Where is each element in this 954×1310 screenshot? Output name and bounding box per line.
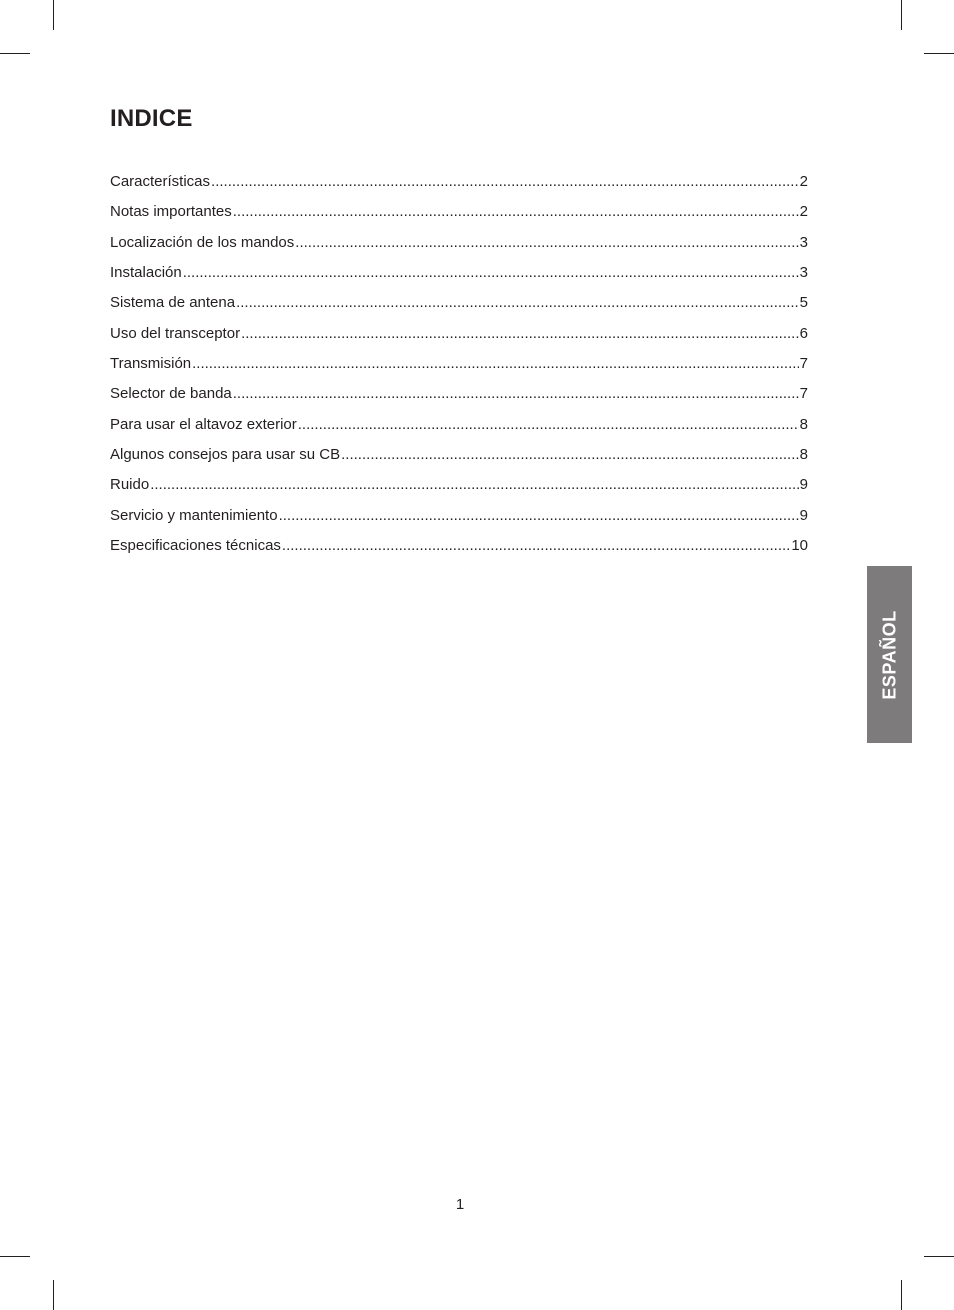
toc-dot-leader [183, 263, 799, 283]
toc-entry-label: Notas importantes [110, 203, 232, 221]
toc-entry-label: Algunos consejos para usar su CB [110, 445, 341, 463]
toc-entry-page: 3 [799, 233, 808, 251]
toc-entry-label: Características [110, 173, 211, 190]
toc-dot-leader [241, 324, 799, 344]
language-tab-label: ESPAÑOL [879, 609, 899, 700]
page-title: INDICE [110, 105, 193, 132]
page-number: 1 [455, 1196, 465, 1213]
toc-entry-page: 9 [799, 476, 808, 494]
toc-dot-leader [282, 536, 790, 556]
toc-entry-page: 8 [799, 415, 808, 433]
crop-mark-bottom-left-horizontal [0, 1256, 30, 1257]
toc-entry-page: 3 [799, 263, 808, 281]
toc-entry[interactable] [110, 445, 808, 475]
toc-entry-label: Para usar el altavoz exterior [110, 415, 297, 433]
toc-entry[interactable] [110, 475, 808, 505]
toc-entry-label: Instalación [110, 263, 182, 281]
crop-mark-top-right-horizontal [924, 53, 954, 54]
toc-entry-label: Selector de banda [110, 385, 232, 403]
toc-dot-leader [233, 384, 799, 404]
table-of-contents [110, 172, 808, 566]
toc-entry-label: Especificaciones técnicas [110, 536, 281, 554]
toc-dot-leader [295, 233, 798, 253]
toc-entry-page: 7 [799, 354, 808, 372]
toc-entry-page: 5 [799, 294, 808, 312]
toc-dot-leader [279, 506, 799, 526]
toc-entry[interactable] [110, 415, 808, 445]
crop-mark-bottom-right-vertical [901, 1280, 902, 1310]
toc-entry[interactable] [110, 233, 808, 263]
toc-dot-leader [211, 172, 799, 192]
toc-dot-leader [192, 354, 799, 374]
toc-dot-leader [341, 445, 799, 465]
toc-entry-page: 8 [799, 445, 808, 463]
toc-dot-leader [236, 293, 799, 313]
toc-entry[interactable] [110, 293, 808, 323]
toc-entry[interactable] [110, 354, 808, 384]
crop-mark-bottom-left-vertical [53, 1280, 54, 1310]
toc-entry-page: 9 [799, 506, 808, 524]
toc-entry[interactable] [110, 536, 808, 566]
toc-entry[interactable] [110, 202, 808, 232]
crop-mark-top-right-vertical [901, 0, 902, 30]
toc-dot-leader [150, 475, 798, 495]
toc-entry-label: Servicio y mantenimiento [110, 506, 278, 524]
toc-dot-leader [233, 202, 799, 222]
crop-mark-bottom-right-horizontal [924, 1256, 954, 1257]
toc-entry-page: 2 [799, 203, 808, 221]
toc-entry-page: 2 [799, 173, 808, 190]
toc-entry[interactable] [110, 324, 808, 354]
toc-entry[interactable] [110, 172, 808, 202]
toc-entry-page: 10 [791, 536, 808, 554]
toc-entry-label: Uso del transceptor [110, 324, 241, 342]
language-tab [867, 566, 912, 743]
toc-entry-label: Transmisión [110, 354, 192, 372]
toc-entry-label: Sistema de antena [110, 294, 236, 312]
toc-dot-leader [298, 415, 799, 435]
crop-mark-top-left-vertical [53, 0, 54, 30]
toc-entry-page: 6 [799, 324, 808, 342]
toc-entry-label: Ruido [110, 476, 150, 494]
toc-entry[interactable] [110, 506, 808, 536]
crop-mark-top-left-horizontal [0, 53, 30, 54]
toc-entry-label: Localización de los mandos [110, 233, 295, 251]
toc-entry[interactable] [110, 263, 808, 293]
toc-entry-page: 7 [799, 385, 808, 403]
toc-entry[interactable] [110, 384, 808, 414]
